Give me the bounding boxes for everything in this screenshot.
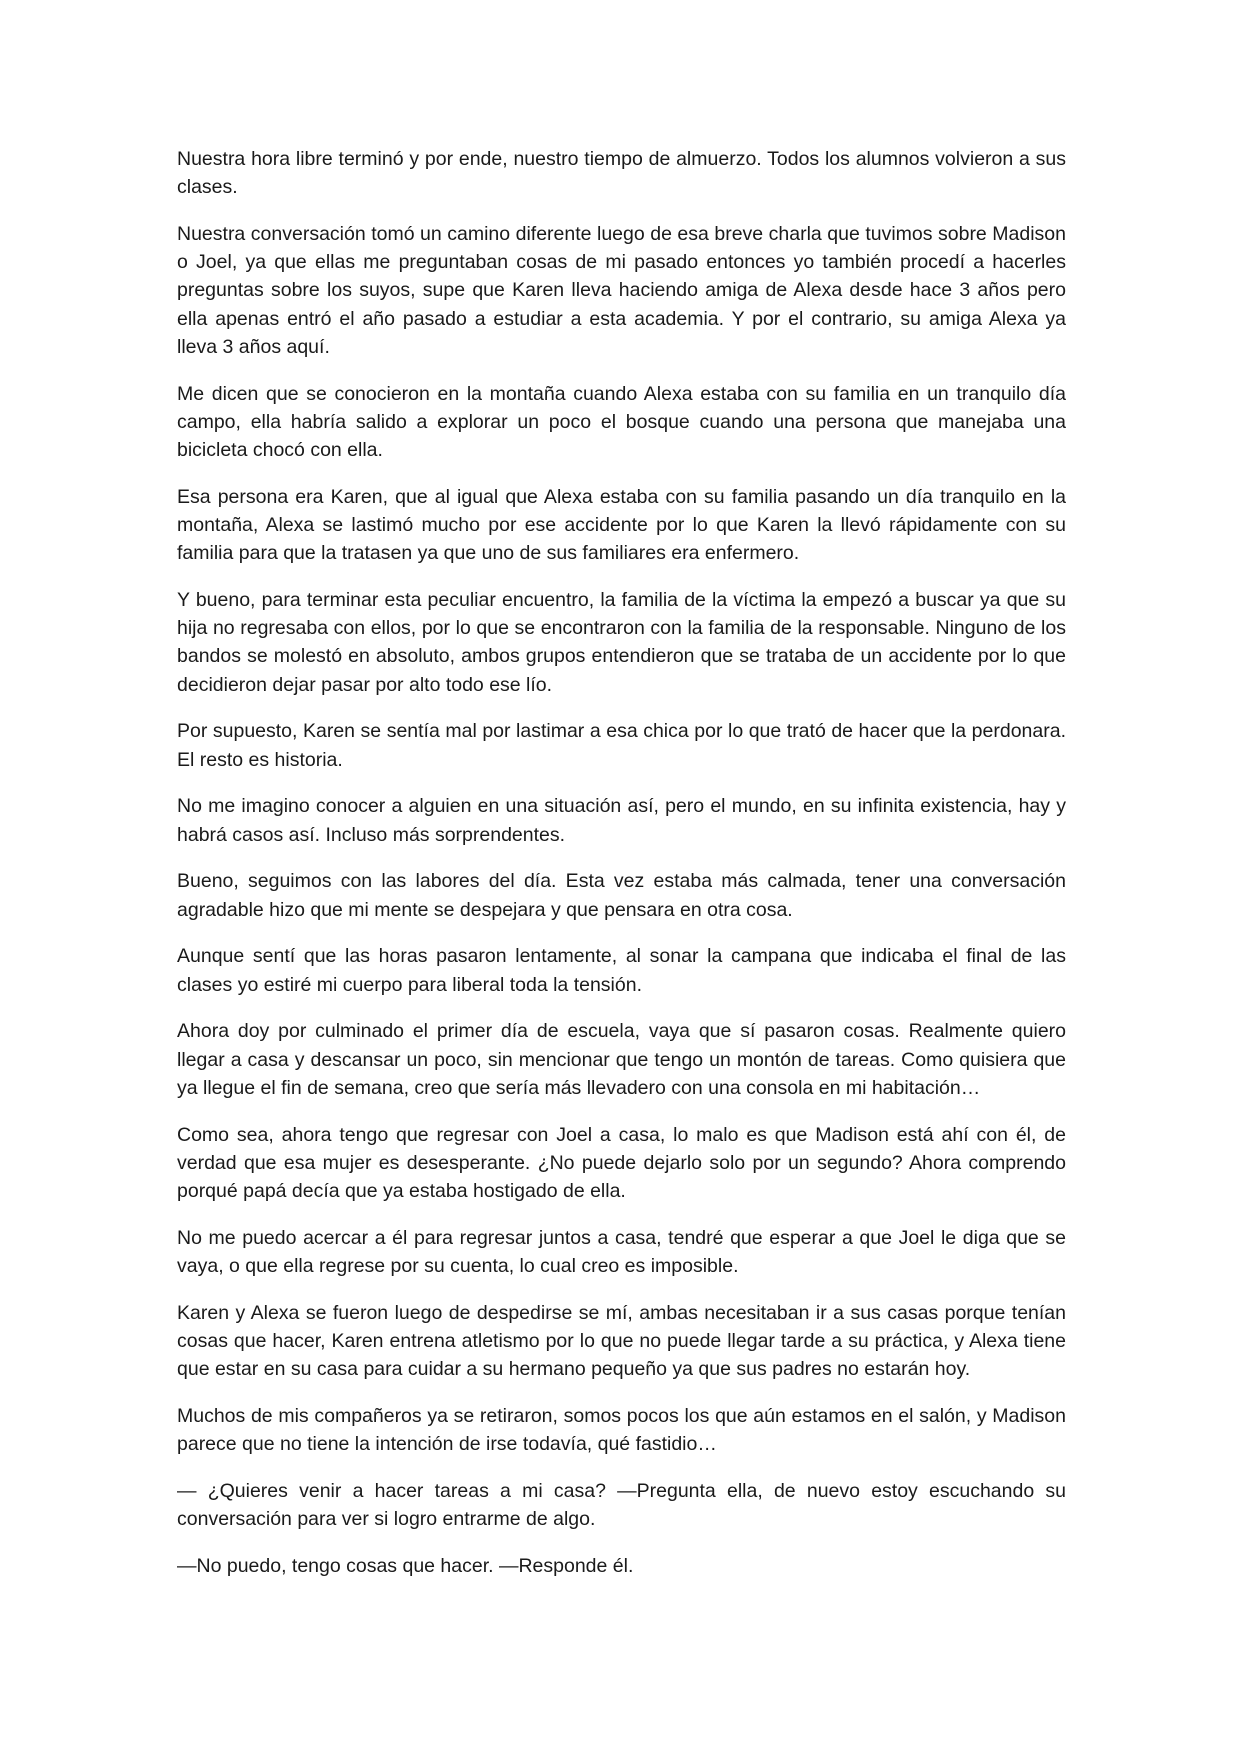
paragraph-6: Por supuesto, Karen se sentía mal por lastimar a esa chica por lo que trató de hacer que la perdonara. El resto es historia. — [177, 720, 1066, 771]
paragraph-7: No me imagino conocer a alguien en una situación así, pero el mundo, en su infinita existencia, hay y habrá casos así. Incluso más sorprendentes. — [177, 795, 1066, 846]
paragraph-3: Me dicen que se conocieron en la montaña cuando Alexa estaba con su familia en un tranquilo día campo, ella habría salido a explorar un poco el bosque cuando una persona que manejaba una bicicleta chocó con ella. — [177, 382, 1066, 462]
paragraph-11: Como sea, ahora tengo que regresar con Joel a casa, lo malo es que Madison está ahí con él, de verdad que esa mujer es desesperante. ¿No puede dejarlo solo por un segundo? Ahora comprendo porqué papá decía que ya estaba hostigado de ella. — [177, 1123, 1066, 1203]
paragraph-12: No me puedo acercar a él para regresar juntos a casa, tendré que esperar a que Joel le diga que se vaya, o que ella regrese por su cuenta, lo cual creo es imposible. — [177, 1226, 1066, 1278]
document-page — [177, 145, 1066, 1599]
paragraph-9: Aunque sentí que las horas pasaron lentamente, al sonar la campana que indicaba el final de las clases yo estiré mi cuerpo para liberal toda la tensión. — [177, 945, 1066, 996]
paragraph-10: Ahora doy por culminado el primer día de escuela, vaya que sí pasaron cosas. Realmente quiero llegar a casa y descansar un poco, sin mencionar que tengo un montón de tareas. Como quisiera que ya llegue el fin de semana, creo que sería más llevadero con una consola en mi habitación… — [177, 1020, 1066, 1099]
paragraph-5: Y bueno, para terminar esta peculiar encuentro, la familia de la víctima la empezó a buscar ya que su hija no regresaba con ellos, por lo que se encontraron con la familia de la responsable. Ninguno de los bandos se molestó en absoluto, ambos grupos entendieron que se trataba de un accidente por lo que decidieron dejar pasar por alto todo ese lío. — [177, 589, 1066, 696]
dialogue-line-2: —No puedo, tengo cosas que hacer. —Responde él. — [177, 1555, 634, 1578]
paragraph-13: Karen y Alexa se fueron luego de despedirse se mí, ambas necesitaban ir a sus casas porque tenían cosas que hacer, Karen entrena atletismo por lo que no puede llegar tarde a su práctica, y Alexa tiene que estar en su casa para cuidar a su hermano pequeño ya que sus padres no estarán hoy. — [177, 1301, 1066, 1381]
paragraph-14: Muchos de mis compañeros ya se retiraron, somos pocos los que aún estamos en el salón, y Madison parece que no tiene la intención de irse todavía, qué fastidio… — [177, 1405, 1066, 1456]
paragraph-8: Bueno, seguimos con las labores del día. Esta vez estaba más calmada, tener una conversación agradable hizo que mi mente se despejara y que pensara en otra cosa. — [177, 870, 1066, 921]
dialogue-line-1: — ¿Quieres venir a hacer tareas a mi casa? —Pregunta ella, de nuevo estoy escuchando su conversación para ver si logro entrarme de algo. — [177, 1480, 1066, 1531]
paragraph-1: Nuestra hora libre terminó y por ende, nuestro tiempo de almuerzo. Todos los alumnos volvieron a sus clases. — [177, 148, 1066, 199]
paragraph-4: Esa persona era Karen, que al igual que Alexa estaba con su familia pasando un día tranquilo en la montaña, Alexa se lastimó mucho por ese accidente por lo que Karen la llevó rápidamente con su familia para que la tratasen ya que uno de sus familiares era enfermero. — [177, 485, 1066, 565]
paragraph-2: Nuestra conversación tomó un camino diferente luego de esa breve charla que tuvimos sobre Madison o Joel, ya que ellas me preguntaban cosas de mi pasado entonces yo también procedí a hacerles preguntas sobre los suyos, supe que Karen lleva haciendo amiga de Alexa desde hace 3 años pero ella apenas entró el año pasado a estudiar a esta academia. Y por el contrario, su amiga Alexa ya lleva 3 años aquí. — [177, 223, 1066, 358]
